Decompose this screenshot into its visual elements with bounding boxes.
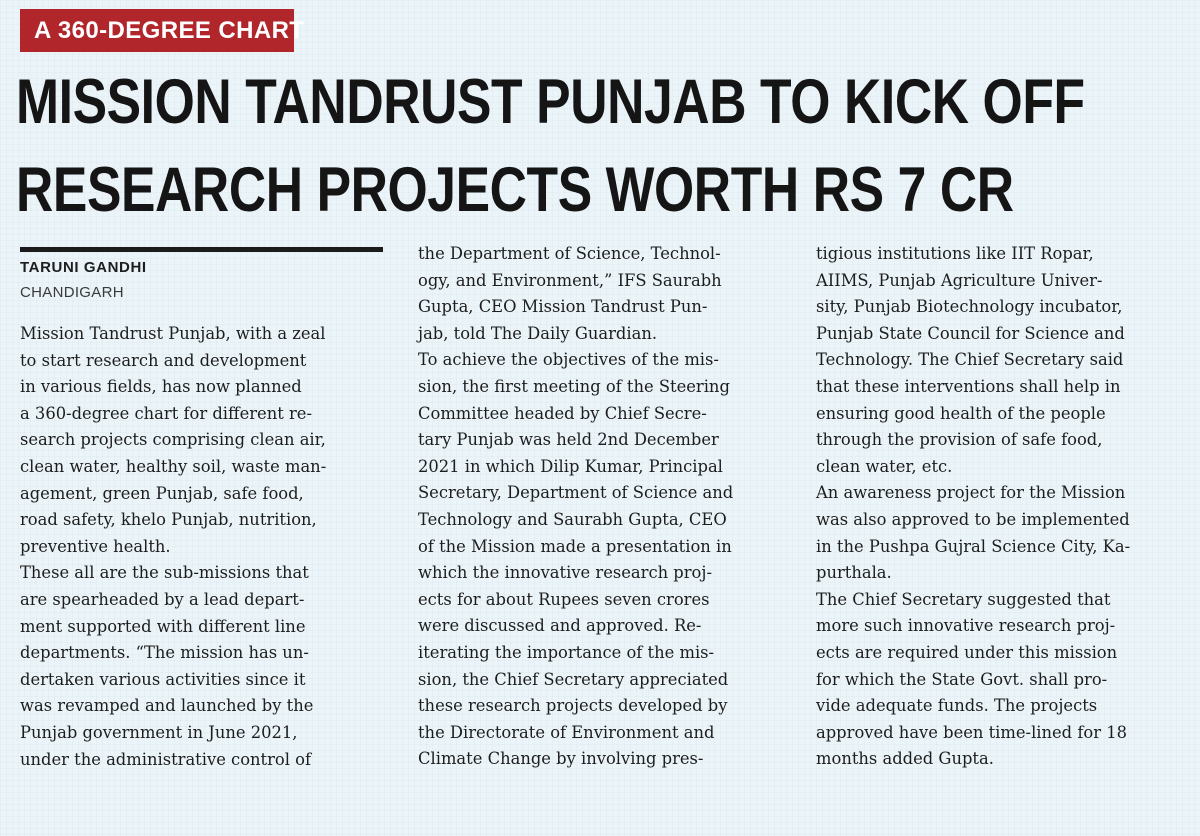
body-text-line: Punjab government in June 2021, [20, 722, 298, 743]
body-text-line: jab, told The Daily Guardian. [418, 323, 658, 344]
body-text-line: in the Pushpa Gujral Science City, Ka- [816, 536, 1131, 557]
dateline: CHANDIGARH [20, 284, 124, 301]
body-text-line: ects for about Rupees seven crores [418, 589, 710, 610]
body-text-line: Punjab State Council for Science and [816, 323, 1125, 344]
body-text-line: months added Gupta. [816, 749, 994, 770]
body-text-line: more such innovative research proj- [816, 616, 1116, 637]
headline-line: RESEARCH PROJECTS WORTH RS 7 CR [16, 155, 1014, 225]
body-text-line: search projects comprising clean air, [20, 430, 326, 451]
body-text-line: are spearheaded by a lead depart- [20, 589, 305, 610]
body-text-line: vide adequate funds. The projects [816, 696, 1098, 717]
body-text-line: ects are required under this mission [816, 642, 1118, 663]
body-text-line: of the Mission made a presentation in [418, 536, 732, 557]
body-text-line: approved have been time-lined for 18 [816, 722, 1127, 743]
body-text-line: These all are the sub-missions that [20, 563, 309, 584]
body-text-line: through the provision of safe food, [816, 430, 1103, 451]
body-text-line: sity, Punjab Biotechnology incubator, [816, 297, 1123, 318]
body-text-line: tigious institutions like IIT Ropar, [816, 244, 1094, 264]
body-text-line: Climate Change by involving pres- [418, 749, 704, 770]
body-text-line: Technology and Saurabh Gupta, CEO [418, 509, 727, 530]
body-text-line: the Department of Science, Technol- [418, 244, 721, 264]
body-text-line: for which the State Govt. shall pro- [816, 669, 1108, 690]
body-text-line: Committee headed by Chief Secre- [418, 403, 707, 424]
section-kicker: A 360-DEGREE CHART [20, 9, 294, 52]
body-text-line: was also approved to be implemented [816, 509, 1130, 530]
body-text-line: departments. “The mission has un- [20, 643, 309, 664]
body-text-line: agement, green Punjab, safe food, [20, 483, 304, 504]
body-text-line: clean water, healthy soil, waste man- [20, 456, 327, 477]
body-text-line: sion, the first meeting of the Steering [418, 376, 730, 397]
body-text-line: dertaken various activities since it [20, 669, 306, 690]
headline-line: MISSION TANDRUST PUNJAB TO KICK OFF [16, 67, 1085, 137]
body-text-line: clean water, etc. [816, 456, 953, 477]
body-text-line: To achieve the objectives of the mis- [418, 350, 719, 371]
body-text-line: preventive health. [20, 536, 171, 557]
byline-rule [20, 247, 383, 252]
body-text-line: was revamped and launched by the [20, 696, 314, 717]
body-text-line: the Directorate of Environment and [418, 722, 715, 743]
body-text-line: were discussed and approved. Re- [418, 616, 702, 637]
body-text-line: these research projects developed by [418, 696, 728, 717]
body-text-line: road safety, khelo Punjab, nutrition, [20, 510, 317, 531]
body-text-line: a 360-degree chart for different re- [20, 403, 312, 424]
body-text-line: in various fields, has now planned [20, 377, 302, 398]
body-text-line: The Chief Secretary suggested that [816, 589, 1111, 610]
article-column-2 [418, 241, 790, 773]
body-text-line: AIIMS, Punjab Agriculture Univer- [816, 270, 1103, 291]
body-text-line: ogy, and Environment,” IFS Saurabh [418, 270, 722, 291]
body-text-line: purthala. [816, 563, 892, 584]
body-text-line: 2021 in which Dilip Kumar, Principal [418, 456, 723, 477]
body-text-line: Secretary, Department of Science and [418, 483, 734, 504]
body-text-line: that these interventions shall help in [816, 376, 1121, 397]
body-text-line: under the administrative control of [20, 749, 312, 770]
body-text-line: An awareness project for the Mission [816, 483, 1126, 504]
body-text-line: ment supported with different line [20, 616, 306, 637]
article-column-3 [816, 241, 1186, 773]
body-text-line: Mission Tandrust Punjab, with a zeal [20, 324, 326, 344]
body-text-line: sion, the Chief Secretary appreciated [418, 669, 729, 690]
body-text-line: Technology. The Chief Secretary said [816, 350, 1124, 371]
author-byline: TARUNI GANDHI [20, 259, 147, 276]
article-column-1 [20, 321, 388, 773]
article-headline [16, 58, 1085, 234]
body-text-line: Gupta, CEO Mission Tandrust Pun- [418, 297, 708, 318]
body-text-line: tary Punjab was held 2nd December [418, 430, 719, 451]
body-text-line: iterating the importance of the mis- [418, 642, 715, 663]
body-text-line: which the innovative research proj- [418, 563, 712, 584]
body-text-line: to start research and development [20, 350, 307, 371]
body-text-line: ensuring good health of the people [816, 403, 1106, 424]
